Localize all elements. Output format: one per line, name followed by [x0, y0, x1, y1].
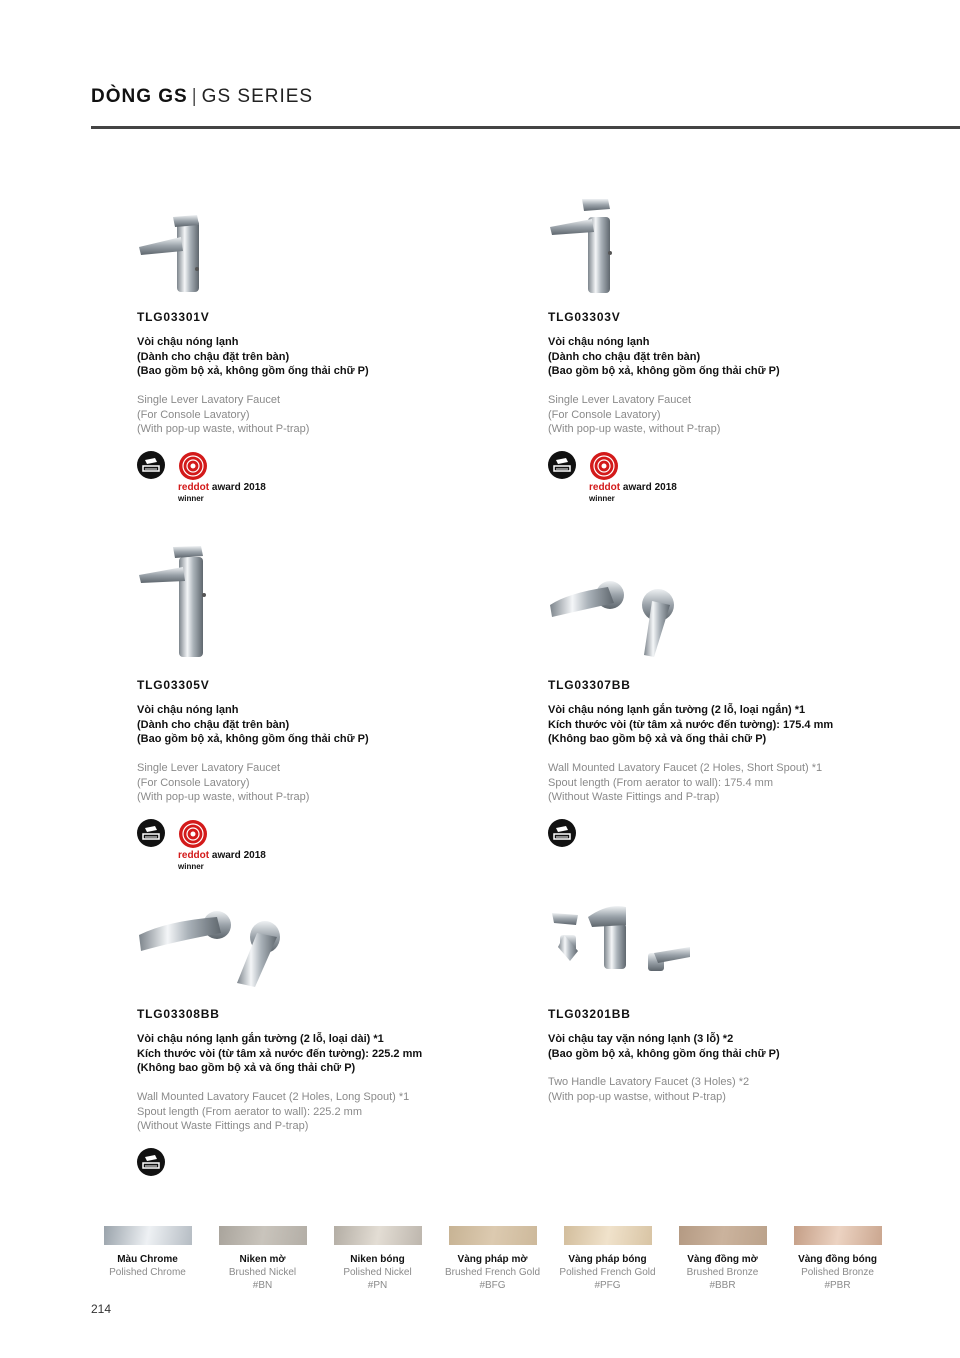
- product-description-en: Wall Mounted Lavatory Faucet (2 Holes, Short Spout) *1 Spout length (From aerator to wall): 175.4 mm (Without Waste Fittings and P-trap): [548, 762, 823, 803]
- page-number: 214: [91, 1302, 112, 1316]
- certification-icons: [137, 451, 337, 503]
- finish-name-en: Brushed Nickel: [228, 1267, 297, 1278]
- faucet-image: [548, 565, 748, 675]
- basin-certification-icon: [137, 819, 165, 847]
- product-description-en: Single Lever Lavatory Faucet (For Console Lavatory) (With pop-up waste, without P-trap): [137, 394, 310, 435]
- finish-name-en: Brushed French Gold: [444, 1267, 541, 1278]
- finish-code: #PFG: [594, 1280, 621, 1291]
- finish-color-chip: [334, 1226, 422, 1245]
- product-description-vi: Vòi chậu nóng lạnh gắn tường (2 lỗ, loại dài) *1 Kích thước vòi (từ tâm xả nước đến tường): 225.2 mm (Không bao gồm bộ xả và ống thải chữ P): [137, 1033, 423, 1074]
- product-description-vi: Vòi chậu tay vặn nóng lạnh (3 lỗ) *2 (Bao gồm bộ xả, không gồm ống thải chữ P): [548, 1033, 780, 1060]
- product-code: TLG03301V: [137, 310, 210, 324]
- faucet-image: [137, 543, 337, 653]
- product-code: TLG03201BB: [548, 1007, 631, 1021]
- product-description-vi: Vòi chậu nóng lạnh (Dành cho chậu đặt trên bàn) (Bao gồm bộ xả, không gồm ống thải chữ P): [548, 336, 780, 377]
- basin-certification-icon: [137, 1148, 165, 1176]
- reddot-award-label: reddot award 2018 winner: [178, 850, 266, 871]
- finish-swatch: [435, 1226, 550, 1292]
- faucet-image: [548, 195, 748, 305]
- product-description-en: Single Lever Lavatory Faucet (For Console Lavatory) (With pop-up waste, without P-trap): [548, 394, 721, 435]
- finish-swatch: [550, 1226, 665, 1292]
- product-description-en: Wall Mounted Lavatory Faucet (2 Holes, Long Spout) *1 Spout length (From aerator to wall): 225.2 mm (Without Waste Fittings and P-trap): [137, 1091, 410, 1132]
- finish-color-chip: [679, 1226, 767, 1245]
- certification-icons: [137, 819, 337, 871]
- product-code: TLG03305V: [137, 678, 210, 692]
- basin-certification-icon: [137, 451, 165, 479]
- finish-name-vi: Vàng đồng bóng: [798, 1254, 877, 1265]
- finish-name-en: Polished French Gold: [559, 1267, 656, 1278]
- certification-icons: [137, 1148, 337, 1200]
- finish-color-chip: [104, 1226, 192, 1245]
- finish-name-en: Polished Bronze: [801, 1267, 874, 1278]
- reddot-award-label: reddot award 2018 winner: [178, 482, 266, 503]
- finish-name-vi: Niken bóng: [350, 1254, 405, 1265]
- reddot-award-label: reddot award 2018 winner: [589, 482, 677, 503]
- header-separator: |: [191, 86, 198, 107]
- basin-certification-icon: [548, 451, 576, 479]
- product-code: TLG03308BB: [137, 1007, 220, 1021]
- finish-code: #BFG: [479, 1280, 506, 1291]
- finish-color-chip: [449, 1226, 537, 1245]
- finish-name-en: Polished Chrome: [109, 1267, 186, 1278]
- finish-swatch: [320, 1226, 435, 1292]
- product-description-en: Two Handle Lavatory Faucet (3 Holes) *2 (With pop-up wastse, without P-trap): [548, 1076, 750, 1103]
- finish-name-vi: Vàng pháp mờ: [457, 1254, 528, 1265]
- header-title-en: GS SERIES: [201, 86, 314, 107]
- certification-icons: [548, 819, 748, 871]
- faucet-image: [548, 895, 748, 1005]
- finish-name-en: Polished Nickel: [343, 1267, 412, 1278]
- product-description-vi: Vòi chậu nóng lạnh (Dành cho chậu đặt trên bàn) (Bao gồm bộ xả, không gồm ống thải chữ P): [137, 704, 369, 745]
- header-title-vi: DÒNG GS: [91, 86, 188, 107]
- finish-name-en: Brushed Bronze: [686, 1267, 759, 1278]
- page-header: [91, 86, 313, 108]
- header-rule: [91, 126, 960, 129]
- finish-swatches: [90, 1226, 880, 1296]
- finish-swatch: [205, 1226, 320, 1292]
- finish-swatch: [90, 1226, 205, 1279]
- faucet-image: [137, 895, 337, 1005]
- finish-name-vi: Niken mờ: [239, 1254, 286, 1265]
- product-code: TLG03307BB: [548, 678, 631, 692]
- finish-name-vi: Vàng đồng mờ: [687, 1254, 758, 1265]
- finish-code: #PN: [367, 1280, 388, 1291]
- product-description-vi: Vòi chậu nóng lạnh gắn tường (2 lỗ, loại ngắn) *1 Kích thước vòi (từ tâm xả nước đến tường): 175.4 mm (Không bao gồm bộ xả và ống thải chữ P): [548, 704, 834, 745]
- certification-icons: [548, 451, 748, 503]
- finish-code: #BN: [252, 1280, 273, 1291]
- product-code: TLG03303V: [548, 310, 621, 324]
- finish-name-vi: Vàng pháp bóng: [568, 1254, 647, 1265]
- finish-swatch: [780, 1226, 895, 1292]
- faucet-image: [137, 195, 337, 305]
- finish-code: #PBR: [824, 1280, 851, 1291]
- product-description-en: Single Lever Lavatory Faucet (For Console Lavatory) (With pop-up waste, without P-trap): [137, 762, 310, 803]
- finish-swatch: [665, 1226, 780, 1292]
- basin-certification-icon: [548, 819, 576, 847]
- finish-name-vi: Màu Chrome: [117, 1254, 178, 1265]
- finish-color-chip: [219, 1226, 307, 1245]
- finish-color-chip: [794, 1226, 882, 1245]
- product-description-vi: Vòi chậu nóng lạnh (Dành cho chậu đặt trên bàn) (Bao gồm bộ xả, không gồm ống thải chữ P): [137, 336, 369, 377]
- finish-color-chip: [564, 1226, 652, 1245]
- finish-code: #BBR: [709, 1280, 736, 1291]
